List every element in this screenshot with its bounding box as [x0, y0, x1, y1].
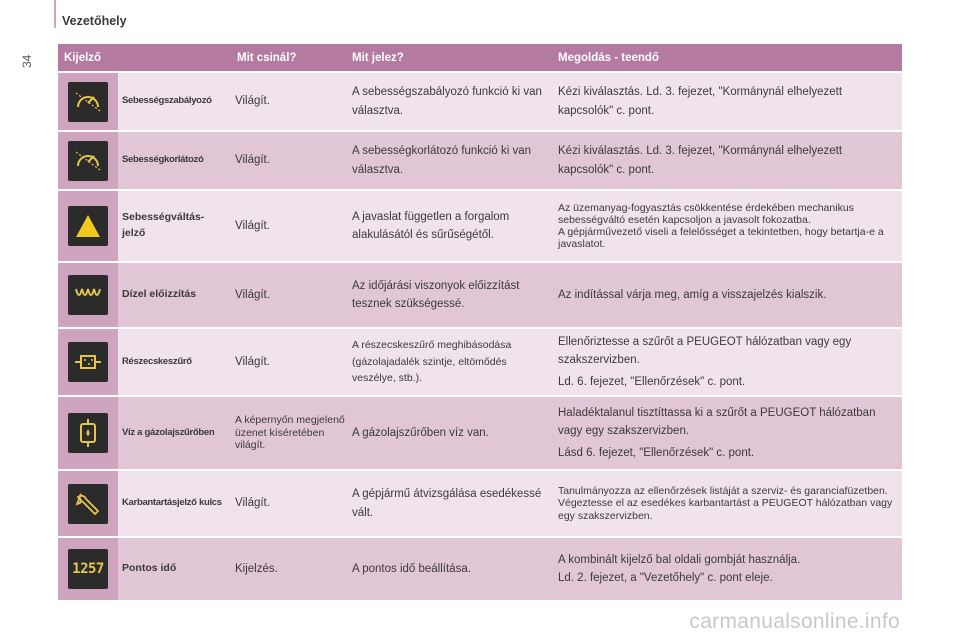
table-row [58, 397, 902, 469]
indicator-solution: Kézi kiválasztás. Ld. 3. fejezet, "Kormánynál elhelyezett kapcsolók" c. pont. [558, 145, 843, 176]
indicator-meaning: A sebességszabályozó funkció ki van választva. [352, 86, 542, 117]
table-header [58, 44, 902, 71]
table-row [58, 73, 902, 130]
indicator-behavior: Világít. [235, 497, 270, 510]
water-in-fuel-icon [68, 413, 108, 453]
indicator-solution: A kombinált kijelző bal oldali gombját használja. Ld. 2. fejezet, a "Vezetőhely" c. pont eleje. [558, 553, 801, 584]
speedometer-limiter-icon [68, 82, 108, 122]
table-row [58, 538, 902, 600]
table-row [58, 263, 902, 327]
table-row [58, 191, 902, 261]
indicator-name: Karbantartásjelző kulcs [122, 497, 222, 509]
indicator-name: Részecskeszűrő [122, 355, 192, 367]
clock-display-icon: 1257 [68, 549, 108, 589]
header-solution: Megoldás - teendő [558, 51, 659, 64]
indicator-behavior: Világít. [235, 288, 270, 301]
indicator-table [58, 44, 902, 602]
indicator-behavior: Világít. [235, 154, 270, 167]
header-indicator: Kijelző [64, 51, 102, 64]
indicator-solution: Az üzemanyag-fogyasztás csökkentése érdekében mechanikus sebességváltó esetén kapcsoljon a javasolt fokozatba. A gépjárművezető viseli a felelősséget a tekintetben, hogy betartja-e a javaslatot. [558, 201, 884, 251]
header-meaning: Mit jelez? [352, 51, 404, 64]
page-title: Vezetőhely [62, 14, 127, 28]
wrench-icon [68, 484, 108, 524]
table-row [58, 471, 902, 536]
glow-plug-icon [68, 275, 108, 315]
indicator-meaning: A sebességkorlátozó funkció ki van választva. [352, 145, 531, 176]
page-number: 34 [20, 54, 34, 68]
indicator-solution: Ellenőriztesse a szűrőt a PEUGEOT hálózatban vagy egy szakszervizben. Ld. 6. fejezet, "Ellenőrzések" c. pont. [558, 335, 852, 388]
indicator-name: Sebességszabályozó [122, 95, 212, 107]
indicator-behavior: Kijelzés. [235, 562, 278, 575]
indicator-meaning: A gázolajszűrőben víz van. [352, 426, 489, 439]
indicator-solution: Az indítással várja meg, amíg a visszajelzés kialszik. [558, 288, 827, 301]
indicator-meaning: A részecskeszűrő meghibásodása (gázolajadalék szintje, eltömődés veszélye, stb.). [352, 338, 512, 385]
page-accent-bar [54, 0, 56, 28]
table-row [58, 329, 902, 395]
indicator-behavior: Világít. [235, 219, 270, 232]
indicator-meaning: A javaslat független a forgalom alakulásától és sűrűségétől. [352, 210, 510, 241]
watermark: carmanualsonline.info [689, 610, 900, 633]
indicator-name: Pontos idő [122, 562, 177, 575]
indicator-name: Dízel előizzítás [122, 288, 197, 301]
header-what-it-does: Mit csinál? [237, 51, 297, 64]
indicator-meaning: A gépjármű átvizsgálása esedékessé vált. [352, 488, 542, 519]
indicator-solution: Haladéktalanul tisztíttassa ki a szűrőt a PEUGEOT hálózatban vagy egy szakszervizben. Lásd 6. fejezet, "Ellenőrzések" c. pont. [558, 406, 876, 459]
warning-triangle-icon [68, 206, 108, 246]
indicator-behavior: Világít. [235, 95, 270, 108]
indicator-name: Víz a gázolajszűrőben [122, 426, 215, 438]
indicator-meaning: A pontos idő beállítása. [352, 562, 471, 575]
indicator-solution: Kézi kiválasztás. Ld. 3. fejezet, "Kormánynál elhelyezett kapcsolók" c. pont. [558, 86, 843, 117]
particle-filter-icon [68, 342, 108, 382]
indicator-name: Sebességkorlátozó [122, 154, 204, 166]
indicator-meaning: Az időjárási viszonyok előizzítást tesznek szükségessé. [352, 279, 520, 310]
table-row [58, 132, 902, 189]
indicator-solution: Tanulmányozza az ellenőrzések listáját a szerviz- és garanciafüzetben. Végeztesse el az esedékes karbantartást a PEUGEOT hálózatban vagy egy szakszervizben. [558, 485, 893, 522]
speedometer-limiter-icon [68, 141, 108, 181]
indicator-name: Sebességváltás-jelző [122, 211, 205, 239]
indicator-behavior: Világít. [235, 355, 270, 368]
indicator-behavior: A képernyőn megjelenő üzenet kíséretében világít. [235, 414, 345, 452]
